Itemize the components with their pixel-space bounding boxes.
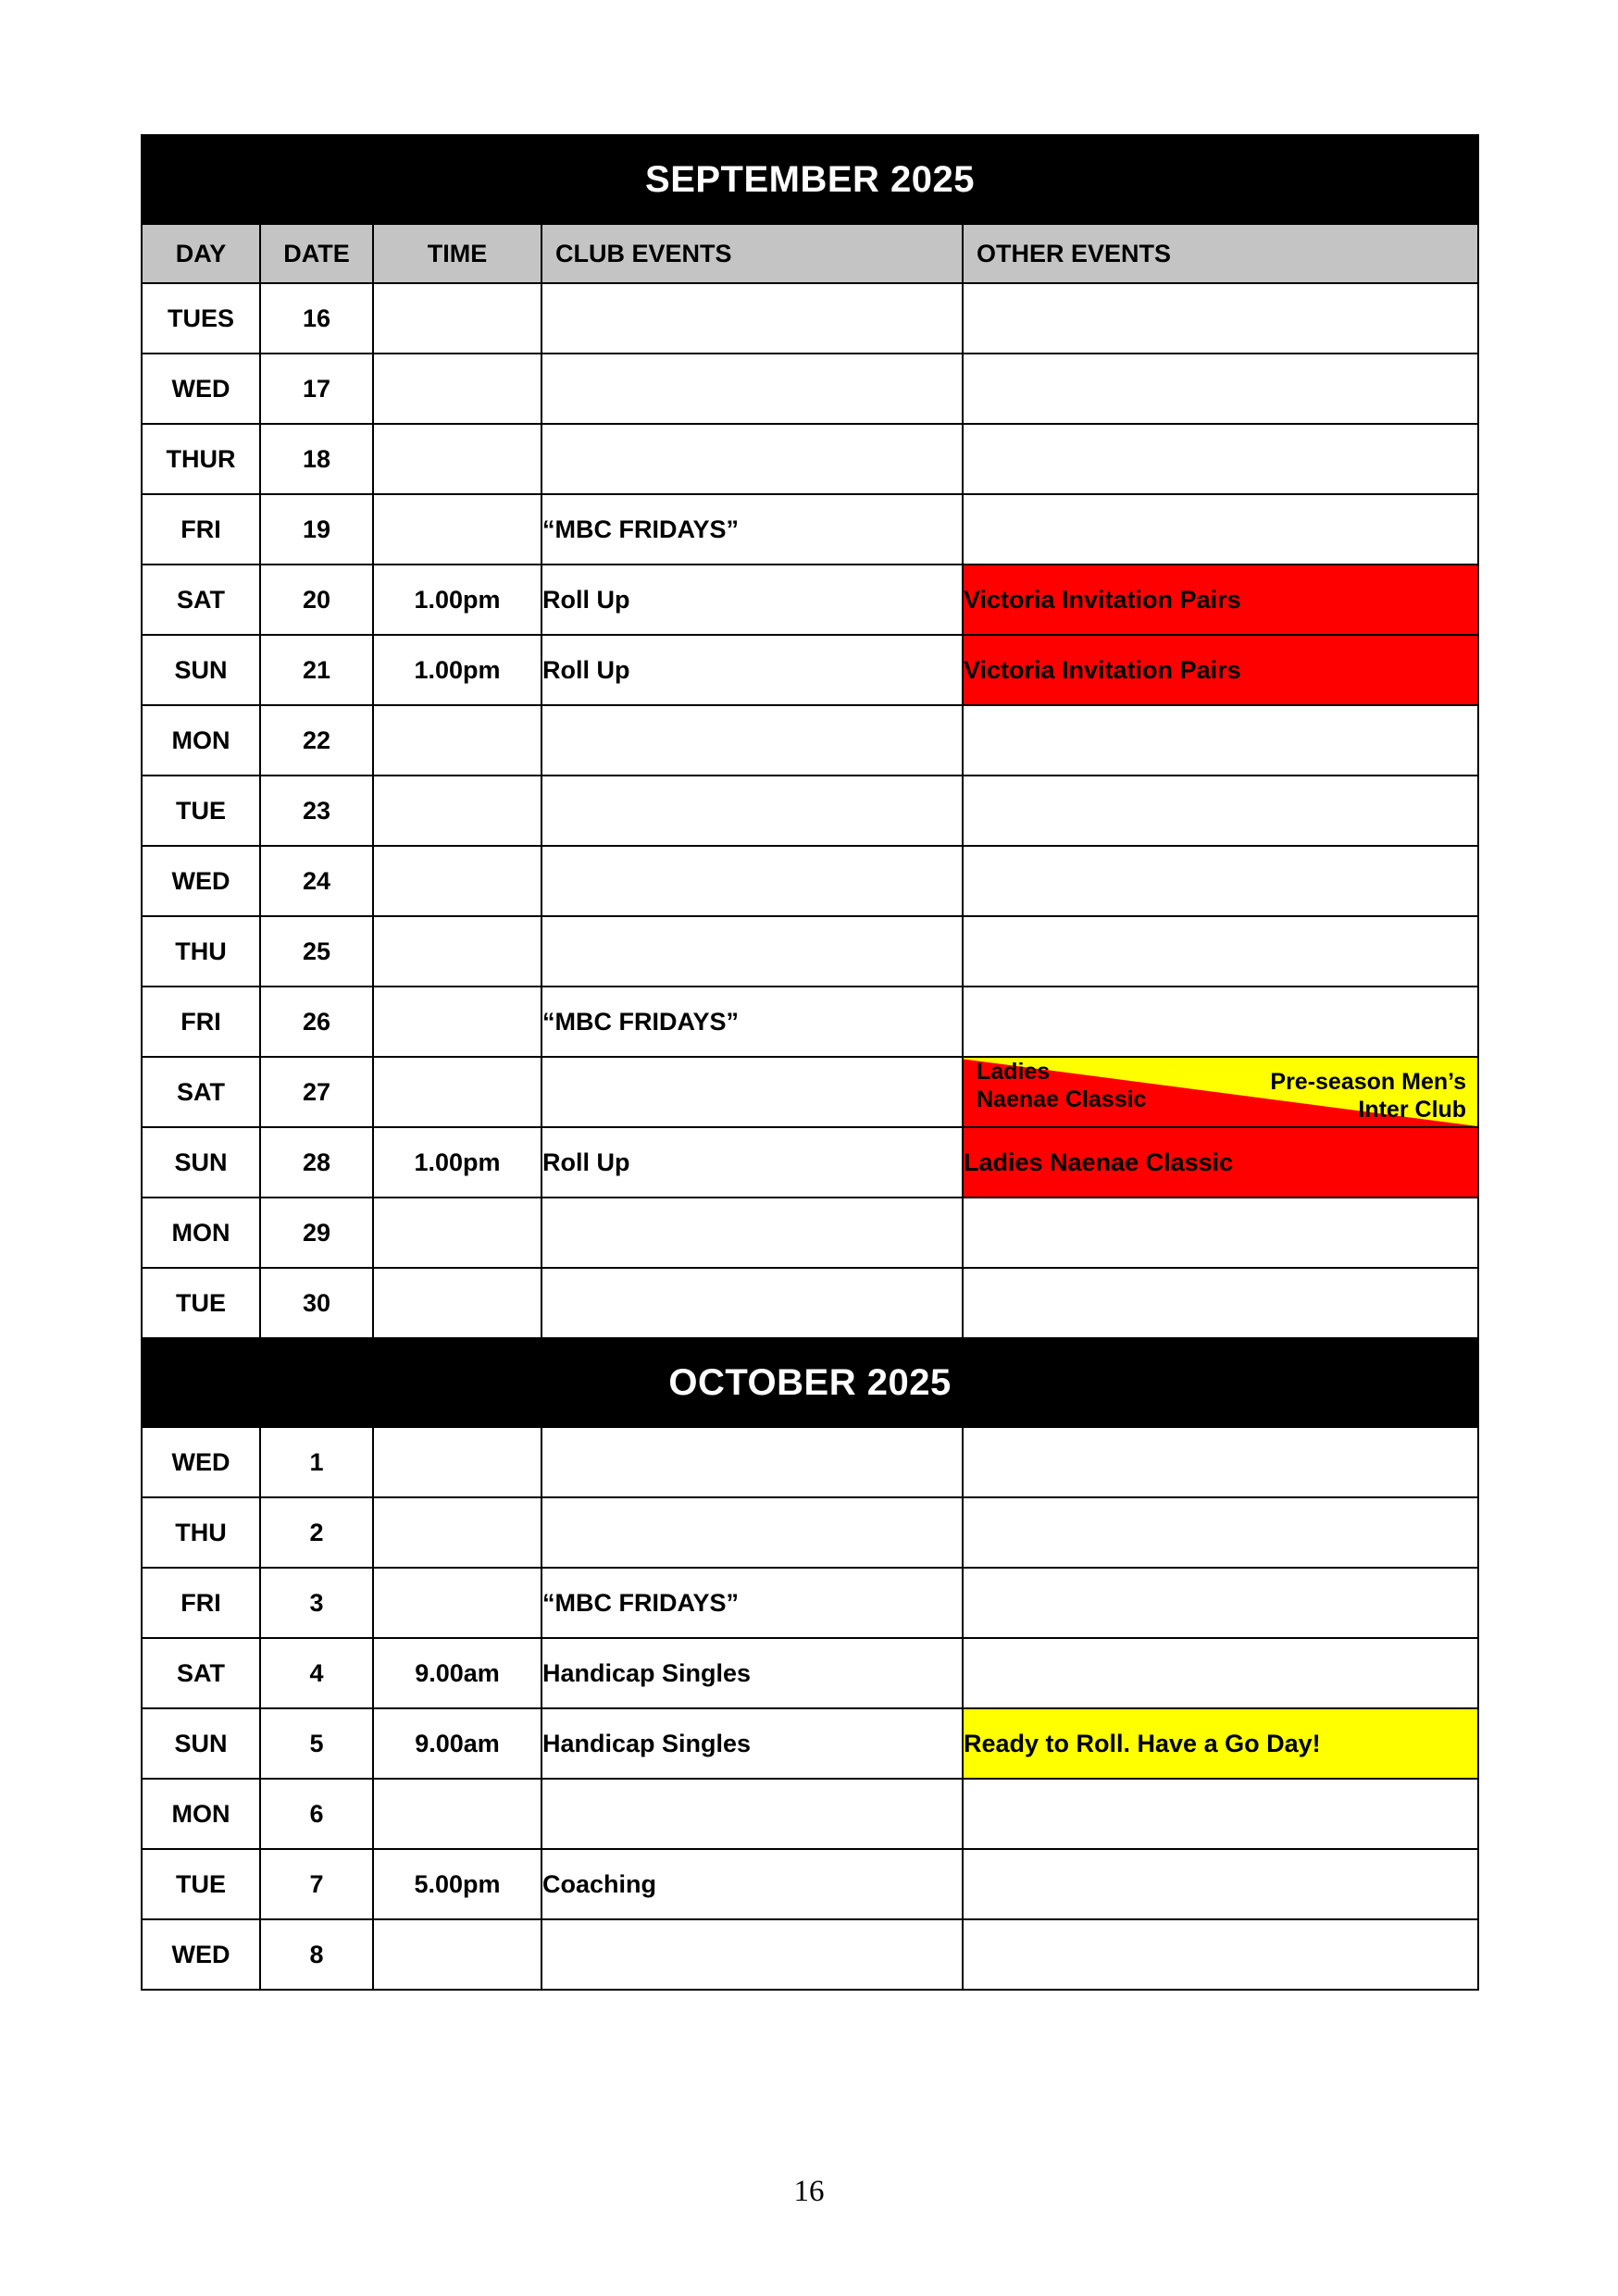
table-row [142, 1638, 1478, 1708]
row-date: 26 [260, 987, 373, 1057]
column-header-date: DATE [260, 224, 373, 283]
events-calendar-table [141, 134, 1479, 1991]
row-club-event [541, 916, 963, 987]
row-day: TUE [142, 776, 260, 846]
row-time [373, 705, 541, 776]
row-other-event [963, 354, 1478, 424]
row-club-event [541, 776, 963, 846]
row-time [373, 776, 541, 846]
row-time [373, 1779, 541, 1849]
table-row [142, 635, 1478, 705]
row-club-event: Coaching [541, 1849, 963, 1919]
row-other-event-split [963, 1057, 1478, 1127]
column-header-club-events: CLUB EVENTS [541, 224, 963, 283]
row-day: SUN [142, 1127, 260, 1198]
row-club-event [541, 1268, 963, 1338]
column-header-day: DAY [142, 224, 260, 283]
row-time: 1.00pm [373, 1127, 541, 1198]
row-day: SAT [142, 1638, 260, 1708]
row-day: TUES [142, 283, 260, 354]
table-row [142, 283, 1478, 354]
row-time [373, 494, 541, 565]
row-day: TUE [142, 1268, 260, 1338]
table-row [142, 1127, 1478, 1198]
row-club-event [541, 424, 963, 494]
row-other-event [963, 1497, 1478, 1568]
table-row [142, 705, 1478, 776]
row-other-event [963, 1779, 1478, 1849]
month-banner-september [142, 135, 1478, 224]
row-club-event [541, 1497, 963, 1568]
row-club-event: “MBC FRIDAYS” [541, 987, 963, 1057]
row-time [373, 354, 541, 424]
row-other-event: Ready to Roll. Have a Go Day! [963, 1708, 1478, 1779]
row-date: 30 [260, 1268, 373, 1338]
row-date: 8 [260, 1919, 373, 1990]
row-other-event [963, 1427, 1478, 1497]
row-time [373, 1427, 541, 1497]
row-time: 9.00am [373, 1708, 541, 1779]
split-label-ladies-naenae-classic: Ladies Naenae Classic [977, 1059, 1147, 1112]
row-club-event [541, 354, 963, 424]
row-club-event [541, 1919, 963, 1990]
table-row [142, 1779, 1478, 1849]
row-day: THU [142, 916, 260, 987]
row-club-event: “MBC FRIDAYS” [541, 1568, 963, 1638]
row-time [373, 1497, 541, 1568]
row-time [373, 1057, 541, 1127]
row-day: WED [142, 1427, 260, 1497]
row-other-event [963, 1849, 1478, 1919]
row-other-event [963, 283, 1478, 354]
row-club-event: “MBC FRIDAYS” [541, 494, 963, 565]
table-row [142, 1427, 1478, 1497]
row-other-event: Victoria Invitation Pairs [963, 635, 1478, 705]
split-label-preseason-mens-inter-club: Pre-season Men’s Inter Club [1270, 1069, 1467, 1123]
table-row [142, 987, 1478, 1057]
row-other-event [963, 916, 1478, 987]
row-date: 19 [260, 494, 373, 565]
row-other-event [963, 424, 1478, 494]
row-day: WED [142, 1919, 260, 1990]
row-other-event [963, 494, 1478, 565]
row-date: 25 [260, 916, 373, 987]
row-club-event: Roll Up [541, 635, 963, 705]
row-time [373, 916, 541, 987]
row-day: WED [142, 354, 260, 424]
row-time [373, 1198, 541, 1268]
table-row [142, 565, 1478, 635]
row-date: 24 [260, 846, 373, 916]
row-other-event [963, 1198, 1478, 1268]
row-day: SUN [142, 635, 260, 705]
row-club-event [541, 1198, 963, 1268]
row-other-event [963, 987, 1478, 1057]
row-date: 21 [260, 635, 373, 705]
row-date: 3 [260, 1568, 373, 1638]
table-row [142, 1497, 1478, 1568]
row-date: 4 [260, 1638, 373, 1708]
row-time [373, 1919, 541, 1990]
row-club-event: Roll Up [541, 1127, 963, 1198]
table-row [142, 494, 1478, 565]
table-row [142, 1849, 1478, 1919]
row-club-event: Handicap Singles [541, 1638, 963, 1708]
table-row [142, 1268, 1478, 1338]
table-row-split [142, 1057, 1478, 1127]
table-row [142, 424, 1478, 494]
row-date: 5 [260, 1708, 373, 1779]
column-header-time: TIME [373, 224, 541, 283]
row-day: SAT [142, 565, 260, 635]
row-other-event [963, 1568, 1478, 1638]
row-time [373, 1268, 541, 1338]
row-day: MON [142, 1198, 260, 1268]
row-other-event: Victoria Invitation Pairs [963, 565, 1478, 635]
row-date: 7 [260, 1849, 373, 1919]
row-club-event [541, 1427, 963, 1497]
row-time: 9.00am [373, 1638, 541, 1708]
row-day: TUE [142, 1849, 260, 1919]
row-time: 5.00pm [373, 1849, 541, 1919]
row-club-event [541, 1057, 963, 1127]
calendar-body [142, 135, 1478, 1990]
row-date: 1 [260, 1427, 373, 1497]
row-day: WED [142, 846, 260, 916]
row-date: 6 [260, 1779, 373, 1849]
row-club-event [541, 846, 963, 916]
row-club-event: Handicap Singles [541, 1708, 963, 1779]
row-time: 1.00pm [373, 565, 541, 635]
row-club-event: Roll Up [541, 565, 963, 635]
row-date: 20 [260, 565, 373, 635]
month-title: OCTOBER 2025 [142, 1338, 1478, 1427]
table-row [142, 916, 1478, 987]
row-other-event [963, 1268, 1478, 1338]
table-row [142, 1198, 1478, 1268]
table-row [142, 1568, 1478, 1638]
row-date: 22 [260, 705, 373, 776]
row-day: FRI [142, 1568, 260, 1638]
row-other-event [963, 705, 1478, 776]
row-date: 28 [260, 1127, 373, 1198]
row-club-event [541, 705, 963, 776]
column-header-row [142, 224, 1478, 283]
table-row [142, 846, 1478, 916]
row-day: SAT [142, 1057, 260, 1127]
table-row [142, 1708, 1478, 1779]
row-club-event [541, 1779, 963, 1849]
row-date: 29 [260, 1198, 373, 1268]
table-row [142, 354, 1478, 424]
row-other-event [963, 1919, 1478, 1990]
month-title: SEPTEMBER 2025 [142, 135, 1478, 224]
row-time: 1.00pm [373, 635, 541, 705]
row-other-event: Ladies Naenae Classic [963, 1127, 1478, 1198]
row-club-event [541, 283, 963, 354]
row-time [373, 987, 541, 1057]
row-other-event [963, 846, 1478, 916]
row-other-event [963, 776, 1478, 846]
column-header-other-events: OTHER EVENTS [963, 224, 1478, 283]
row-date: 16 [260, 283, 373, 354]
row-date: 17 [260, 354, 373, 424]
row-time [373, 846, 541, 916]
page-number: 16 [793, 2175, 825, 2208]
row-time [373, 283, 541, 354]
row-time [373, 424, 541, 494]
row-day: FRI [142, 494, 260, 565]
row-day: MON [142, 1779, 260, 1849]
row-other-event [963, 1638, 1478, 1708]
row-day: FRI [142, 987, 260, 1057]
table-row [142, 776, 1478, 846]
row-day: MON [142, 705, 260, 776]
row-time [373, 1568, 541, 1638]
month-banner-october [142, 1338, 1478, 1427]
table-row [142, 1919, 1478, 1990]
row-date: 18 [260, 424, 373, 494]
row-day: THUR [142, 424, 260, 494]
row-date: 27 [260, 1057, 373, 1127]
row-day: SUN [142, 1708, 260, 1779]
row-date: 23 [260, 776, 373, 846]
row-day: THU [142, 1497, 260, 1568]
row-date: 2 [260, 1497, 373, 1568]
